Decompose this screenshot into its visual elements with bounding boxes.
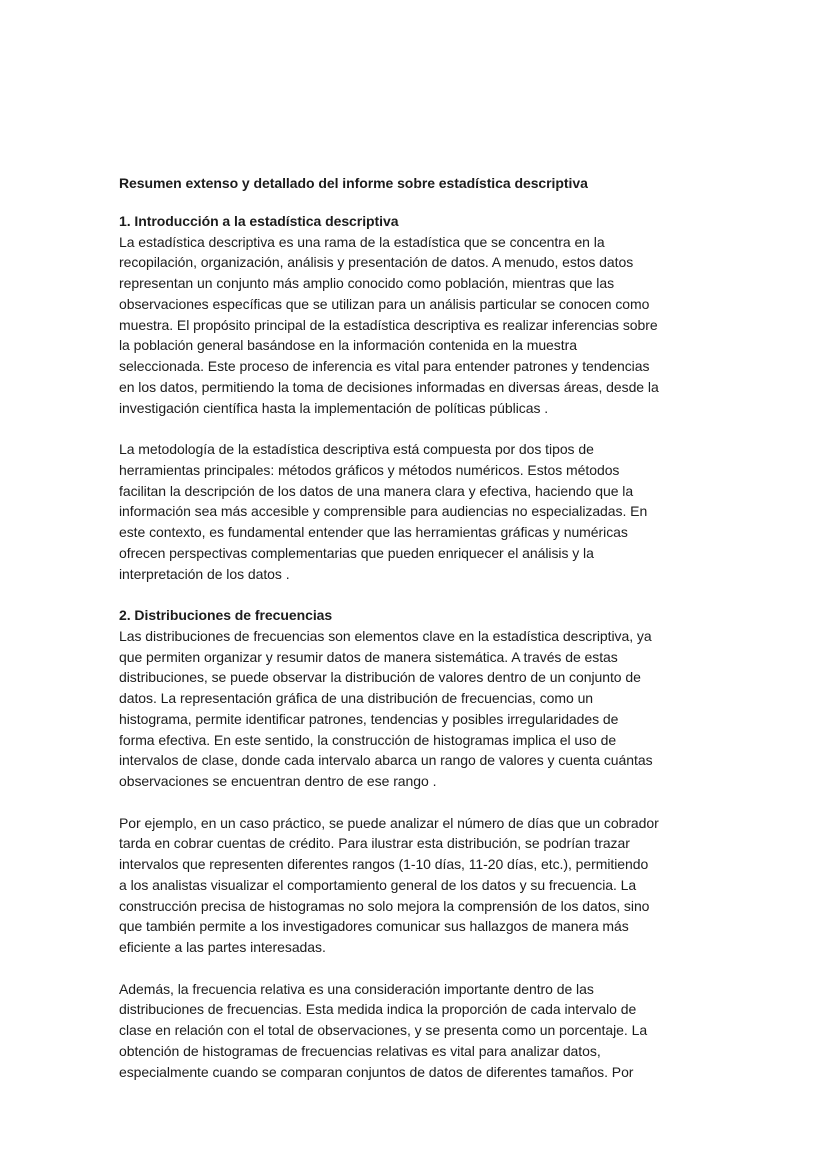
text-line: en los datos, permitiendo la toma de decisiones informadas en diversas áreas, desde la [119, 378, 659, 395]
text-line: distribuciones, se puede observar la distribución de valores dentro de un conjunto de [119, 669, 641, 686]
text-line: La metodología de la estadística descriptiva está compuesta por dos tipos de [119, 441, 594, 457]
text-line: obtención de histogramas de frecuencias relativas es vital para analizar datos, [119, 1042, 601, 1059]
text-line: forma efectiva. En este sentido, la construcción de histogramas implica el uso de [119, 731, 617, 748]
text-line: tarda en cobrar cuentas de crédito. Para ilustrar esta distribución, se podrían trazar [119, 835, 630, 852]
text-line: datos. La representación gráfica de una distribución de frecuencias, como un [119, 690, 594, 706]
text-line: intervalos de clase, donde cada intervalo abarca un rango de valores y cuenta cuántas [119, 752, 653, 769]
text-line: construcción precisa de histogramas no solo mejora la comprensión de los datos, sino [119, 897, 650, 914]
text-line: Además, la frecuencia relativa es una consideración importante dentro de las [119, 980, 594, 997]
text-line: Por ejemplo, en un caso práctico, se puede analizar el número de días que un cobrador [119, 814, 659, 831]
text-line: investigación científica hasta la implementación de políticas públicas . [119, 399, 549, 416]
text-line: eficiente a las partes interesadas. [119, 939, 326, 955]
text-line: La estadística descriptiva es una rama de la estadística que se concentra en la [119, 233, 605, 250]
section-heading: 1. Introducción a la estadística descriptiva [119, 212, 399, 229]
text-line: representan un conjunto más amplio conocido como población, mientras que las [119, 275, 615, 291]
paragraph [119, 626, 711, 792]
text-line: información sea más accesible y comprensible para audiencias no especializadas. En [119, 503, 648, 520]
text-line: ofrecen perspectivas complementarias que pueden enriquecer el análisis y la [119, 544, 594, 561]
text-line: muestra. El propósito principal de la estadística descriptiva es realizar inferencias sobre [119, 316, 658, 333]
text-line: histograma, permite identificar patrones, tendencias y posibles irregularidades de [119, 710, 619, 727]
paragraph [119, 439, 711, 584]
text-line: este contexto, es fundamental entender que las herramientas gráficas y numéricas [119, 524, 628, 540]
text-line: distribuciones de frecuencias. Esta medida indica la proporción de cada intervalo de [119, 1001, 637, 1018]
paragraph [119, 232, 711, 419]
text-line: herramientas principales: métodos gráficos y métodos numéricos. Estos métodos [119, 461, 620, 478]
paragraph [119, 813, 711, 958]
document-body [119, 173, 711, 1082]
text-line: especialmente cuando se comparan conjuntos de datos de diferentes tamaños. Por [119, 1063, 634, 1080]
text-line: clase en relación con el total de observaciones, y se presenta como un porcentaje. La [119, 1022, 648, 1038]
text-line: facilitan la descripción de los datos de una manera clara y efectiva, haciendo que la [119, 482, 634, 499]
text-line: seleccionada. Este proceso de inferencia es vital para entender patrones y tendencias [119, 358, 650, 374]
text-line: Las distribuciones de frecuencias son elementos clave en la estadística descriptiva, ya [119, 627, 652, 644]
section-heading: 2. Distribuciones de frecuencias [119, 607, 333, 623]
text-line: interpretación de los datos . [119, 565, 290, 582]
text-line: observaciones específicas que se utilizan para un análisis particular se conocen como [119, 295, 650, 312]
text-line: a los analistas visualizar el comportamiento general de los datos y su frecuencia. La [119, 876, 637, 893]
text-line: observaciones se encuentran dentro de ese rango . [119, 773, 437, 789]
text-line: la población general basándose en la información contenida en la muestra [119, 337, 577, 354]
text-line: que también permite a los investigadores comunicar sus hallazgos de manera más [119, 918, 629, 935]
text-line: que permiten organizar y resumir datos de manera sistemática. A través de estas [119, 648, 618, 665]
document-title: Resumen extenso y detallado del informe sobre estadística descriptiva [119, 175, 588, 191]
paragraph [119, 979, 711, 1083]
text-line: intervalos que representen diferentes rangos (1-10 días, 11-20 días, etc.), permitiendo [119, 856, 649, 872]
text-line: recopilación, organización, análisis y presentación de datos. A menudo, estos datos [119, 254, 634, 271]
